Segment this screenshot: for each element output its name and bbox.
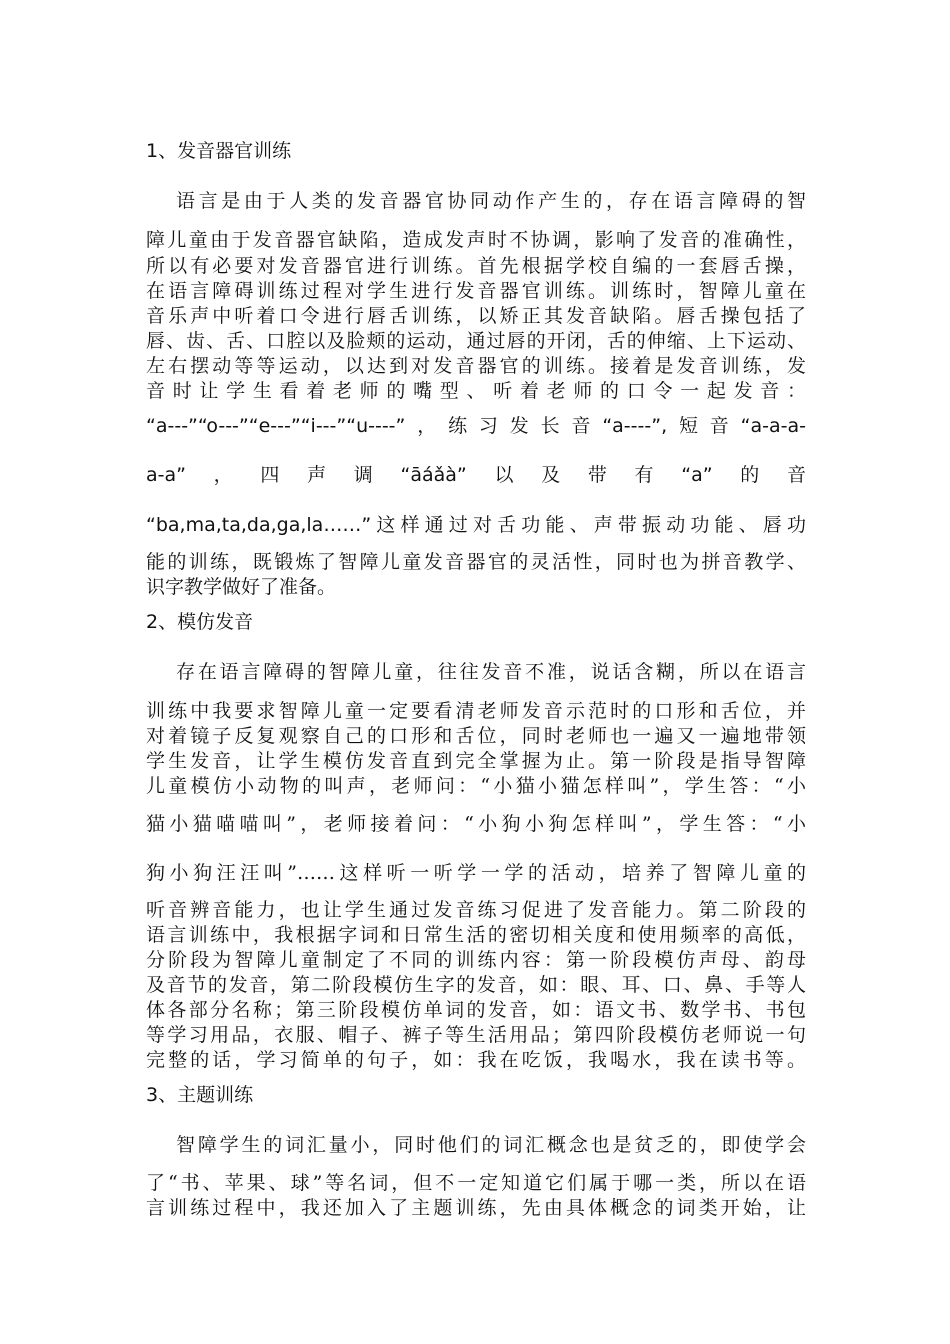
section-1-line-3: 所以有必要对发音器官进行训练。首先根据学校自编的一套唇舌操， [146,255,806,277]
section-2-line-3: 对着镜子反复观察自己的口形和舌位，同时老师也一遍又一遍地带领 [146,725,806,747]
section-1-line-2: 障儿童由于发音器官缺陷，造成发声时不协调，影响了发音的准确性， [146,229,806,251]
section-3-line-3: 言训练过程中，我还加入了主题训练，先由具体概念的词类开始，让 [146,1197,806,1219]
section-1-line-7: 左右摆动等等运动，以达到对发音器官的训练。接着是发音训练，发 [146,355,806,377]
section-2-heading: 2、模仿发音 [146,611,254,633]
section-2-line-13: 等学习用品，衣服、帽子、裤子等生活用品；第四阶段模仿老师说一句 [146,1024,806,1046]
section-2-line-12: 体各部分名称；第三阶段模仿单词的发音，如：语文书、数学书、书包 [146,999,806,1021]
section-1-line-9: “a---”“o---”“e---”“i---”“u----”，练习发长音“a----”,短音“a-a-a- [146,415,806,437]
section-2-line-9: 语言训练中，我根据字词和日常生活的密切相关度和使用频率的高低， [146,924,806,946]
section-1-line-1: 语言是由于人类的发音器官协同动作产生的，存在语言障碍的智 [176,190,806,212]
section-2-line-6: 猫小猫喵喵叫”，老师接着问：“小狗小狗怎样叫”，学生答：“小 [146,813,806,835]
section-2-line-14: 完整的话，学习简单的句子，如：我在吃饭，我喝水，我在读书等。 [146,1049,806,1071]
section-1-heading: 1、发音器官训练 [146,140,292,162]
section-2-line-5: 儿童模仿小动物的叫声，老师问：“小猫小猫怎样叫”，学生答：“小 [146,775,806,797]
section-2-line-10: 分阶段为智障儿童制定了不同的训练内容：第一阶段模仿声母、韵母 [146,949,806,971]
section-2-line-2: 训练中我要求智障儿童一定要看清老师发音示范时的口形和舌位，并 [146,700,806,722]
section-1-line-12: 能的训练，既锻炼了智障儿童发音器官的灵活性，同时也为拼音教学、 [146,551,806,573]
section-2-line-11: 及音节的发音，第二阶段模仿生字的发音，如：眼、耳、口、鼻、手等人 [146,974,806,996]
section-3-heading: 3、主题训练 [146,1084,254,1106]
section-1-line-10: a-a”，四声调“āáǎà”以及带有“a”的音 [146,464,806,486]
section-2-line-1: 存在语言障碍的智障儿童，往往发音不准，说话含糊，所以在语言 [176,661,806,683]
section-1-line-8: 音时让学生看着老师的嘴型、听着老师的口令一起发音： [146,380,806,402]
section-3-line-1: 智障学生的词汇量小，同时他们的词汇概念也是贫乏的，即使学会 [176,1134,806,1156]
section-2-line-8: 听音辨音能力，也让学生通过发音练习促进了发音能力。第二阶段的 [146,899,806,921]
section-1-line-4: 在语言障碍训练过程对学生进行发音器官训练。训练时，智障儿童在 [146,280,806,302]
section-1-line-6: 唇、齿、舌、口腔以及脸颊的运动，通过唇的开闭，舌的伸缩、上下运动、 [146,330,806,352]
section-2-line-4: 学生发音，让学生模仿发音直到完全掌握为止。第一阶段是指导智障 [146,750,806,772]
section-1-line-13: 识字教学做好了准备。 [146,576,337,598]
section-1-line-11: “ba,ma,ta,da,ga,la……”这样通过对舌功能、声带振动功能、唇功 [146,514,806,536]
section-1-line-5: 音乐声中听着口令进行唇舌训练，以矫正其发音缺陷。唇舌操包括了 [146,305,806,327]
section-3-line-2: 了“书、苹果、球”等名词，但不一定知道它们属于哪一类，所以在语 [146,1172,806,1194]
section-2-line-7: 狗小狗汪汪叫”……这样听一听学一学的活动，培养了智障儿童的 [146,862,806,884]
